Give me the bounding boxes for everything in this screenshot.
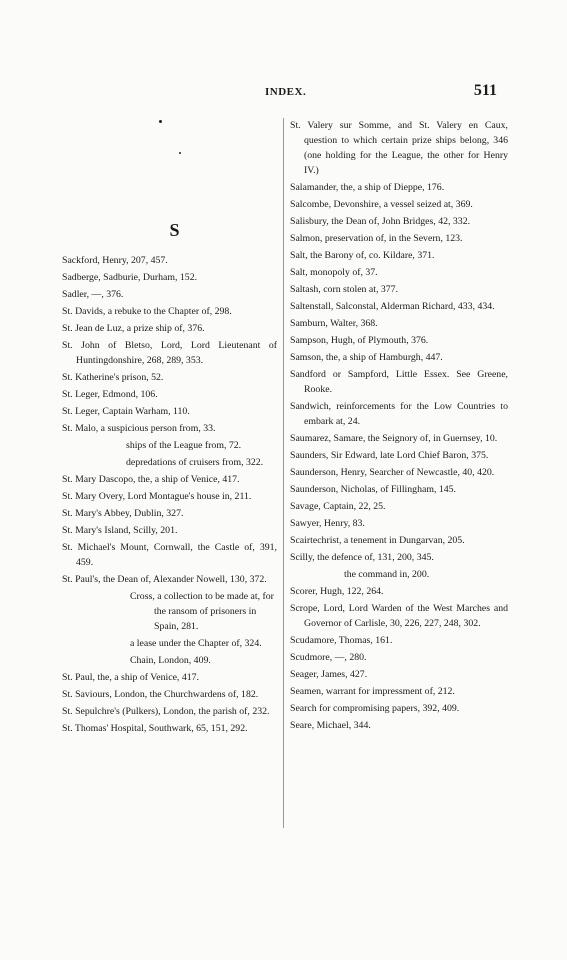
index-entry: St. Paul's, the Dean of, Alexander Nowell, 130, 372. (62, 574, 267, 585)
index-entry: Samburn, Walter, 368. (290, 318, 378, 329)
index-subentry: a lease under the Chapter of, 324. (130, 638, 262, 649)
left-entry-list (62, 253, 277, 736)
index-entry: Scairtechrist, a tenement in Dungarvan, 205. (290, 535, 465, 546)
index-entry: St. Leger, Edmond, 106. (62, 389, 158, 400)
index-entry: St. Malo, a suspicious person from, 33. (62, 423, 216, 434)
right-column (290, 118, 508, 735)
running-title: INDEX. (265, 86, 307, 98)
index-entry: Savage, Captain, 22, 25. (290, 501, 386, 512)
index-entry: St. Mary Overy, Lord Montague's house in, 211. (62, 491, 252, 502)
index-entry: St. Mary's Island, Scilly, 201. (62, 525, 178, 536)
index-entry: Salt, the Barony of, co. Kildare, 371. (290, 250, 435, 261)
index-entry: Sandford or Sampford, Little Essex. See Greene, Rooke. (290, 369, 508, 395)
index-entry: Scudamore, Thomas, 161. (290, 635, 393, 646)
index-entry: Salisbury, the Dean of, John Bridges, 42, 332. (290, 216, 471, 227)
print-dot (159, 120, 162, 123)
index-entry: St. Sepulchre's (Pulkers), London, the parish of, 232. (62, 706, 270, 717)
column-rule (283, 118, 284, 828)
index-entry: Sawyer, Henry, 83. (290, 518, 365, 529)
index-entry: St. Michael's Mount, Cornwall, the Castle of, 391, 459. (62, 542, 277, 568)
section-letter: S (169, 220, 180, 240)
page-header (0, 82, 567, 104)
index-entry: St. Mary Dascopo, the, a ship of Venice, 417. (62, 474, 240, 485)
index-entry: Samson, the, a ship of Hamburgh, 447. (290, 352, 443, 363)
index-subentry: depredations of cruisers from, 322. (126, 457, 264, 468)
index-subentry: Cross, a collection to be made at, for the ransom of prisoners in Spain, 281. (130, 591, 274, 632)
index-entry: St. Jean de Luz, a prize ship of, 376. (62, 323, 205, 334)
index-subentry: the command in, 200. (344, 569, 430, 580)
print-dot (179, 152, 181, 154)
index-entry: Scorer, Hugh, 122, 264. (290, 586, 384, 597)
page-number: 511 (473, 82, 497, 99)
index-entry: Sadberge, Sadburie, Durham, 152. (62, 272, 198, 283)
index-entry: Scrope, Lord, Lord Warden of the West Marches and Governor of Carlisle, 30, 226, 227, 248, 302. (290, 603, 508, 629)
index-entry: St. Saviours, London, the Churchwardens of, 182. (62, 689, 259, 700)
index-entry: Scudmore, —, 280. (290, 652, 367, 663)
index-entry: St. Paul, the, a ship of Venice, 417. (62, 672, 199, 683)
index-entry: Saunderson, Nicholas, of Fillingham, 145. (290, 484, 456, 495)
index-entry: St. Thomas' Hospital, Southwark, 65, 151, 292. (62, 723, 248, 734)
index-entry: Saumarez, Samare, the Seignory of, in Guernsey, 10. (290, 433, 498, 444)
left-column (62, 220, 277, 738)
index-entry: Saunders, Sir Edward, late Lord Chief Baron, 375. (290, 450, 489, 461)
index-entry: Saltenstall, Salconstal, Alderman Richard, 433, 434. (290, 301, 495, 312)
index-entry: Salcombe, Devonshire, a vessel seized at, 369. (290, 199, 473, 210)
index-entry: St. Davids, a rebuke to the Chapter of, 298. (62, 306, 232, 317)
index-entry: Saunderson, Henry, Searcher of Newcastle, 40, 420. (290, 467, 495, 478)
index-entry: Salamander, the, a ship of Dieppe, 176. (290, 182, 445, 193)
right-entry-list (290, 118, 508, 733)
index-entry: Sampson, Hugh, of Plymouth, 376. (290, 335, 429, 346)
index-entry: Seager, James, 427. (290, 669, 368, 680)
index-entry: Scilly, the defence of, 131, 200, 345. (290, 552, 434, 563)
index-subentry: ships of the League from, 72. (126, 440, 242, 451)
index-entry: St. John of Bletso, Lord, Lord Lieutenant of Huntingdonshire, 268, 289, 353. (62, 340, 277, 366)
index-entry: Saltash, corn stolen at, 377. (290, 284, 399, 295)
index-entry: St. Katherine's prison, 52. (62, 372, 164, 383)
index-entry: Search for compromising papers, 392, 409. (290, 703, 460, 714)
index-entry: St. Mary's Abbey, Dublin, 327. (62, 508, 184, 519)
index-entry: Sandwich, reinforcements for the Low Countries to embark at, 24. (290, 401, 508, 427)
index-entry: Salt, monopoly of, 37. (290, 267, 378, 278)
index-entry: Sackford, Henry, 207, 457. (62, 255, 168, 266)
index-entry: Salmon, preservation of, in the Severn, 123. (290, 233, 463, 244)
index-entry: St. Leger, Captain Warham, 110. (62, 406, 190, 417)
index-entry: St. Valery sur Somme, and St. Valery en Caux, question to which certain prize ships belong, 346 (one holding for the League, the other for Henry IV.) (290, 120, 508, 176)
index-entry: Sadler, —, 376. (62, 289, 124, 300)
index-subentry: Chain, London, 409. (130, 655, 211, 666)
index-entry: Seare, Michael, 344. (290, 720, 371, 731)
index-entry: Seamen, warrant for impressment of, 212. (290, 686, 455, 697)
